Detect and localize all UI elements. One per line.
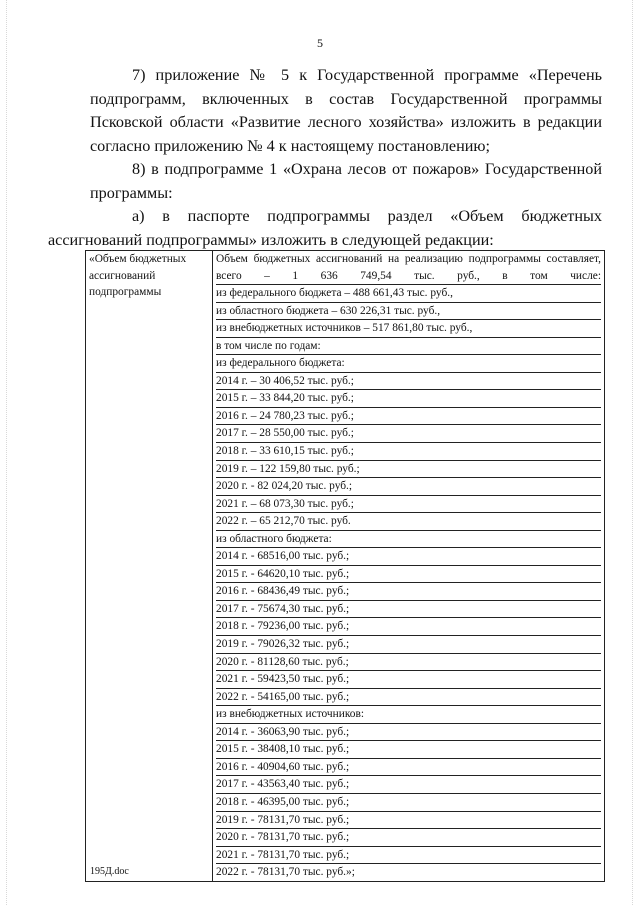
- table-left-label: «Объем бюджетных ассигнований подпрограммы: [86, 251, 213, 882]
- budget-line: из внебюджетных источников:: [216, 706, 601, 724]
- budget-line: в том числе по годам:: [216, 338, 601, 356]
- budget-line: 2017 г. - 75674,30 тыс. руб.;: [216, 601, 601, 619]
- budget-line: 2014 г. – 30 406,52 тыс. руб.;: [216, 373, 601, 391]
- budget-line: из федерального бюджета – 488 661,43 тыс. руб.,: [216, 285, 601, 303]
- budget-line: из федерального бюджета:: [216, 355, 601, 373]
- budget-line: 2017 г. – 28 550,00 тыс. руб.;: [216, 425, 601, 443]
- budget-line: 2020 г. - 81128,60 тыс. руб.;: [216, 654, 601, 672]
- paragraph-8a-line-2: ассигнований подпрограммы» изложить в следующей редакции:: [48, 230, 494, 249]
- budget-table: [85, 250, 605, 882]
- budget-line: 2022 г. - 78131,70 тыс. руб.»;: [216, 866, 355, 879]
- budget-line: 2020 г. - 78131,70 тыс. руб.;: [216, 829, 601, 847]
- footer-filename: 195Д.doc: [90, 866, 129, 877]
- budget-line: 2016 г. - 68436,49 тыс. руб.;: [216, 583, 601, 601]
- budget-line: 2017 г. - 43563,40 тыс. руб.;: [216, 776, 601, 794]
- budget-line: 2019 г. - 78131,70 тыс. руб.;: [216, 812, 601, 830]
- budget-line: 2022 г. – 65 212,70 тыс. руб.: [216, 513, 601, 531]
- budget-line: 2020 г. - 82 024,20 тыс. руб.;: [216, 478, 601, 496]
- paragraph-8a-line-1: а) в паспорте подпрограммы раздел «Объем бюджетных: [132, 207, 602, 225]
- budget-line: 2016 г. – 24 780,23 тыс. руб.;: [216, 408, 601, 426]
- table-right-cell: [213, 251, 605, 882]
- budget-line: 2014 г. - 68516,00 тыс. руб.;: [216, 548, 601, 566]
- budget-line: 2015 г. - 38408,10 тыс. руб.;: [216, 741, 601, 759]
- page-number: 5: [317, 36, 323, 50]
- table-row: [86, 251, 605, 882]
- budget-line: из внебюджетных источников – 517 861,80 тыс. руб.,: [216, 320, 601, 338]
- budget-line: 2021 г. - 78131,70 тыс. руб.;: [216, 847, 601, 865]
- paragraph-item-7: 7) приложение № 5 к Государственной программе «Перечень подпрограмм, включенных в состав Государственной программы Псковской области «Развитие лесного хозяйства» изложить в редакции согласно приложению № 4 к настоящему постановлению;: [90, 66, 602, 155]
- right-margin-dots: [632, 0, 634, 905]
- budget-line: 2016 г. - 40904,60 тыс. руб.;: [216, 759, 601, 777]
- budget-line: из областного бюджета – 630 226,31 тыс. руб.,: [216, 303, 601, 321]
- budget-line: 2014 г. - 36063,90 тыс. руб.;: [216, 724, 601, 742]
- budget-line: 2019 г. – 122 159,80 тыс. руб.;: [216, 461, 601, 479]
- budget-line: 2022 г. - 54165,00 тыс. руб.;: [216, 689, 601, 707]
- budget-line: 2021 г. – 68 073,30 тыс. руб.;: [216, 496, 601, 514]
- budget-line: 2019 г. - 79026,32 тыс. руб.;: [216, 636, 601, 654]
- budget-line: 2018 г. - 46395,00 тыс. руб.;: [216, 794, 601, 812]
- left-margin-dots: [6, 0, 8, 905]
- budget-line: 2018 г. - 79236,00 тыс. руб.;: [216, 618, 601, 636]
- paragraph-item-8a: [48, 205, 602, 252]
- budget-intro: Объем бюджетных ассигнований на реализацию подпрограммы составляет, всего – 1 636 749,54 тыс. руб., в том числе:: [216, 251, 601, 285]
- budget-line: 2018 г. – 33 610,15 тыс. руб.;: [216, 443, 601, 461]
- budget-line: 2021 г. - 59423,50 тыс. руб.;: [216, 671, 601, 689]
- budget-line: из областного бюджета:: [216, 531, 601, 549]
- budget-line: 2015 г. - 64620,10 тыс. руб.;: [216, 566, 601, 584]
- budget-line: 2015 г. – 33 844,20 тыс. руб.;: [216, 390, 601, 408]
- paragraph-item-8: 8) в подпрограмме 1 «Охрана лесов от пожаров» Государственной программы:: [90, 160, 602, 202]
